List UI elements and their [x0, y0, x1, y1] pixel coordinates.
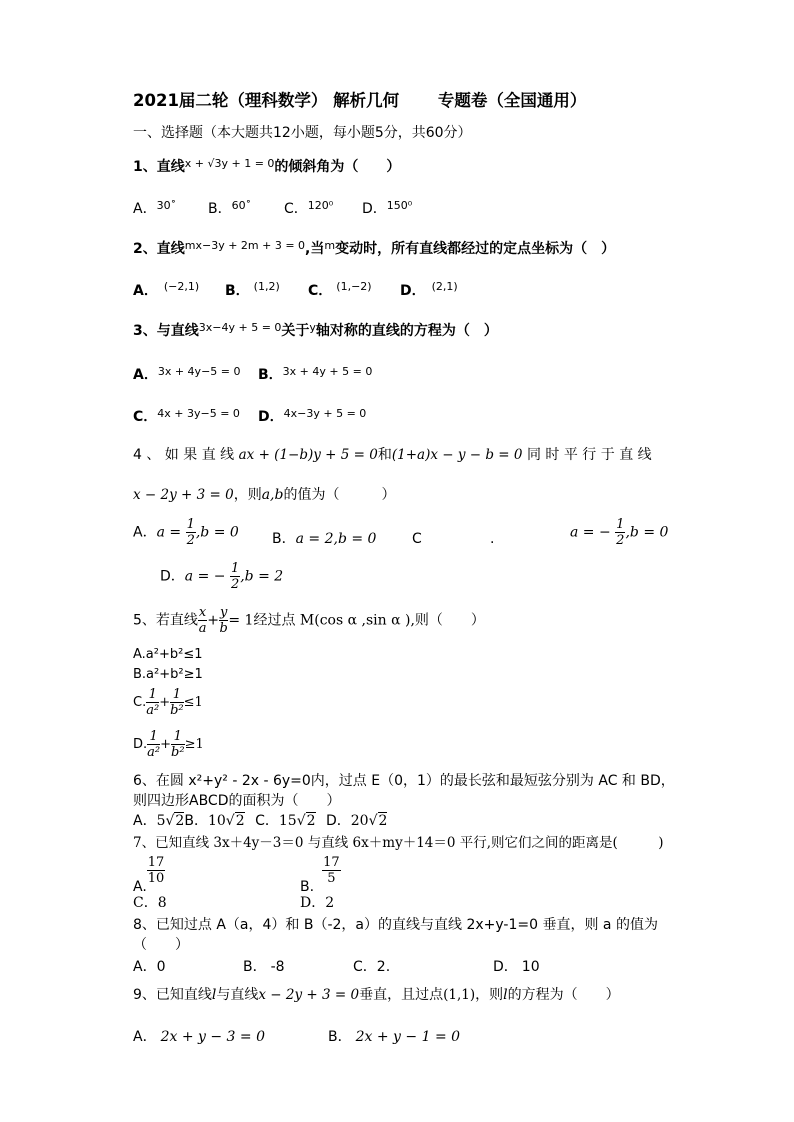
- plus-sign: +: [207, 612, 219, 629]
- option-value: (2,1): [431, 280, 458, 293]
- plus-sign: +: [159, 695, 171, 710]
- relation: ≤1: [183, 695, 203, 710]
- q6-option-b: B．10√2: [184, 813, 245, 829]
- denominator: 10: [147, 871, 165, 886]
- option-letter: A．: [133, 813, 157, 829]
- option-letter: B．: [208, 201, 232, 217]
- q4-option-c-letter: C: [412, 531, 422, 547]
- q4-text-2: 同 时 平 行 于 直 线: [526, 447, 652, 463]
- q5-fraction-1: [198, 606, 207, 635]
- option-letter: C．: [308, 283, 333, 299]
- option-value: 120⁰: [307, 199, 334, 212]
- q9-prefix: 9、已知直线: [133, 987, 212, 1003]
- option-value: 150⁰: [386, 199, 413, 212]
- q5-option-c: [133, 688, 203, 717]
- q8-option-b: [243, 958, 285, 976]
- denominator: a²: [146, 703, 160, 718]
- option-value: 30˚: [156, 199, 177, 212]
- q7-option-a-fraction: [147, 856, 166, 885]
- question-2: [133, 240, 615, 259]
- q2-variable: m: [324, 239, 336, 252]
- q8-option-d: [493, 958, 540, 976]
- numerator: x: [198, 605, 207, 620]
- q9-option-b: [328, 1028, 460, 1046]
- question-9: [133, 986, 620, 1004]
- q8-option-a: [133, 958, 166, 976]
- option-value: (−2,1): [163, 280, 200, 293]
- option-letter: C．: [133, 409, 158, 425]
- option-text: a = −: [570, 524, 611, 541]
- q4-equation-1: ax + (1−b)y + 5 = 0: [238, 447, 378, 463]
- denominator: 2: [616, 533, 625, 548]
- option-value: (1,2): [253, 280, 280, 293]
- option-text: a = −: [184, 568, 226, 585]
- option-value: 2x + y − 1 = 0: [355, 1029, 461, 1045]
- q9-text: 与直线: [216, 987, 259, 1003]
- numerator: 1: [147, 730, 160, 745]
- option-letter: B．: [328, 1029, 352, 1045]
- q9-line-l-2: l: [503, 987, 508, 1003]
- numerator: 1: [230, 561, 240, 576]
- numerator: 1: [146, 688, 159, 703]
- denominator: b: [219, 621, 228, 636]
- option-letter: A．: [133, 201, 157, 217]
- q5-prefix: 5、若直线: [133, 612, 198, 629]
- q4-text: 4 、 如 果 直 线: [133, 447, 235, 463]
- q9-equation: x − 2y + 3 = 0: [258, 987, 360, 1003]
- equals-one: = 1: [228, 612, 254, 629]
- option-letter: C．: [284, 201, 308, 217]
- plus-sign: +: [160, 737, 172, 752]
- option-letter: D．: [325, 813, 351, 829]
- radicand: 2: [306, 813, 316, 829]
- option-letter: B．: [272, 531, 296, 547]
- q3-equation: 3x−4y + 5 = 0: [198, 321, 282, 334]
- option-value: 2x + y − 3 = 0: [160, 1029, 265, 1045]
- numerator: 1: [186, 517, 195, 532]
- option-letter: D．: [160, 568, 185, 585]
- q1-option-c: [284, 200, 333, 219]
- denominator: 5: [327, 871, 336, 886]
- q9-suffix: 的方程为（ ）: [507, 987, 620, 1003]
- q1-option-d: [362, 200, 412, 219]
- option-text: ,b = 0: [625, 524, 669, 541]
- question-6-line-2: 则四边形ABCD的面积为（ ）: [133, 793, 341, 809]
- option-value: 60˚: [231, 199, 252, 212]
- q1-equation: x + √3y + 1 = 0: [184, 157, 275, 170]
- q5-suffix: 经过点 M(cos α ,sin α ),则（ ）: [253, 612, 485, 629]
- q6-option-d: D．20√2: [325, 813, 388, 829]
- option-value: (1,−2): [336, 280, 372, 293]
- q3-suffix: 轴对称的直线的方程为（ ）: [315, 323, 498, 339]
- q5-fraction-2: [219, 606, 228, 635]
- q4-option-b: [272, 530, 376, 548]
- option-letter: B．: [258, 367, 283, 383]
- numerator: 1: [171, 730, 185, 745]
- option-letter: B．: [225, 283, 250, 299]
- question-4-line-1: [133, 446, 652, 464]
- option-letter: D．: [258, 409, 284, 425]
- question-3: [133, 322, 498, 341]
- q2-equation: mx−3y + 2m + 3 = 0: [184, 239, 306, 252]
- question-5: [133, 606, 485, 635]
- radicand: 2: [175, 813, 185, 829]
- denominator: a: [198, 621, 207, 636]
- q3-middle: 关于: [281, 323, 310, 339]
- denominator: a²: [147, 745, 161, 760]
- option-value: 3x + 4y−5 = 0: [157, 365, 241, 378]
- q4-text-4: 的值为（ ）: [283, 487, 396, 503]
- numerator: 17: [323, 855, 340, 870]
- denominator: b²: [170, 703, 184, 718]
- option-text: ,b = 2: [240, 568, 284, 585]
- q4-equation-3: x − 2y + 3 = 0: [133, 487, 234, 503]
- option-letter: D.: [133, 737, 148, 752]
- option-value: 4x + 3y−5 = 0: [157, 407, 240, 420]
- q9-line-l: l: [211, 987, 217, 1003]
- q3-variable: y: [309, 321, 316, 334]
- option-letter: C.: [133, 695, 147, 710]
- q7-option-c: C．8: [133, 895, 167, 911]
- section-heading: 一、选择题（本大题共12小题，每小题5分，共60分）: [133, 125, 472, 141]
- question-1: [133, 158, 400, 177]
- question-8-line-2: （ ）: [133, 937, 189, 953]
- question-4-line-2: [133, 486, 395, 504]
- q6-option-a: A．5√2: [133, 813, 185, 829]
- q7-option-b: [300, 855, 341, 895]
- q8-option-c: [353, 958, 390, 976]
- option-value: -8: [270, 959, 285, 975]
- q5-option-d: [133, 730, 204, 759]
- q3-option-b: [258, 366, 372, 385]
- option-letter: A.: [133, 878, 147, 895]
- q7-option-a: [133, 855, 165, 895]
- q5-option-c-frac-1: [146, 688, 159, 717]
- q7-option-b-fraction: [322, 856, 341, 885]
- radicand: 2: [378, 813, 388, 829]
- q4-option-a: [133, 518, 239, 547]
- coefficient: 15: [278, 813, 297, 829]
- q2-option-c: [308, 282, 372, 301]
- q9-text-2: 垂直，且过点: [359, 987, 444, 1003]
- q2-prefix: 2、直线: [133, 241, 185, 257]
- q4-option-c-fraction: [615, 518, 625, 547]
- page-title: 2021届二轮（理科数学） 解析几何 专题卷（全国通用）: [133, 91, 587, 110]
- option-letter: A．: [133, 367, 158, 383]
- option-letter: D．: [493, 959, 518, 975]
- option-text: a =: [156, 524, 182, 541]
- q5-option-d-frac-1: [147, 730, 160, 759]
- q9-option-a: [133, 1028, 265, 1046]
- numerator: 17: [147, 855, 165, 870]
- q3-option-c: [133, 408, 240, 427]
- q3-prefix: 3、与直线: [133, 323, 199, 339]
- denominator: 2: [230, 577, 240, 592]
- q2-option-d: [400, 282, 458, 301]
- denominator: b²: [171, 745, 185, 760]
- denominator: 2: [186, 533, 195, 548]
- option-value: 3x + 4y + 5 = 0: [282, 365, 373, 378]
- option-value: 2.: [376, 959, 391, 975]
- q2-middle: ,当: [305, 241, 325, 257]
- option-text: ,b = 0: [195, 524, 239, 541]
- q5-option-d-frac-2: [171, 730, 185, 759]
- q1-option-a: [133, 200, 176, 219]
- q4-option-d: [160, 562, 283, 591]
- option-value: 0: [156, 959, 166, 975]
- numerator: 1: [616, 517, 625, 532]
- q5-option-b: B.a²+b²≥1: [133, 667, 203, 682]
- q2-option-a: [133, 282, 199, 301]
- q3-option-a: [133, 366, 241, 385]
- q4-variables: a,b: [261, 487, 284, 503]
- q4-option-a-fraction: [186, 518, 196, 547]
- q4-option-c-dot: .: [490, 531, 495, 547]
- option-letter: C．: [255, 813, 279, 829]
- option-letter: A．: [133, 524, 157, 541]
- option-value: 4x−3y + 5 = 0: [283, 407, 367, 420]
- option-letter: A．: [133, 283, 158, 299]
- option-letter: B.: [300, 878, 315, 895]
- option-letter: B．: [184, 813, 208, 829]
- option-letter: A．: [133, 1029, 157, 1045]
- option-letter: C．: [353, 959, 377, 975]
- q4-option-c: [570, 518, 668, 547]
- option-letter: A．: [133, 959, 157, 975]
- q2-suffix: 变动时，所有直线都经过的定点坐标为（ ）: [335, 241, 616, 257]
- question-7: 7、已知直线 3x＋4y－3＝0 与直线 6x＋my＋14＝0 平行,则它们之间的距离是( ): [133, 835, 664, 851]
- question-6-line-1: 6、在圆 x²+y² - 2x - 6y=0内，过点 E（0，1）的最长弦和最短弦分别为 AC 和 BD，: [133, 773, 675, 789]
- numerator: 1: [170, 688, 184, 703]
- q4-equation-2: (1+a)x − y − b = 0: [391, 447, 523, 463]
- q9-text-3: ，则: [475, 987, 504, 1003]
- q6-option-c: C．15√2: [255, 813, 316, 829]
- q4-and: 和: [377, 447, 392, 463]
- q5-option-c-frac-2: [170, 688, 184, 717]
- option-letter: B．: [243, 959, 267, 975]
- q7-option-d: D．2: [300, 895, 335, 911]
- relation: ≥1: [184, 737, 204, 752]
- q9-point: (1,1): [443, 987, 476, 1003]
- option-letter: D．: [400, 283, 426, 299]
- radicand: 2: [235, 813, 245, 829]
- option-value: a = 2,b = 0: [295, 531, 377, 547]
- q5-option-a: A.a²+b²≤1: [133, 647, 203, 662]
- coefficient: 20: [350, 813, 369, 829]
- q1-suffix: 的倾斜角为（ ）: [274, 159, 401, 175]
- q4-option-d-fraction: [230, 562, 240, 591]
- q3-option-d: [258, 408, 366, 427]
- q4-text-3: ，则: [233, 487, 262, 503]
- coefficient: 5: [156, 813, 166, 829]
- q6-options: [133, 812, 387, 830]
- option-letter: D．: [362, 201, 387, 217]
- q1-prefix: 1、直线: [133, 159, 185, 175]
- question-8-line-1: 8、已知过点 A（a，4）和 B（-2，a）的直线与直线 2x+y-1=0 垂直，则 a 的值为: [133, 917, 658, 933]
- q2-option-b: [225, 282, 280, 301]
- q1-option-b: [208, 200, 251, 219]
- coefficient: 10: [207, 813, 226, 829]
- option-value: 10: [521, 959, 540, 975]
- numerator: y: [220, 605, 228, 620]
